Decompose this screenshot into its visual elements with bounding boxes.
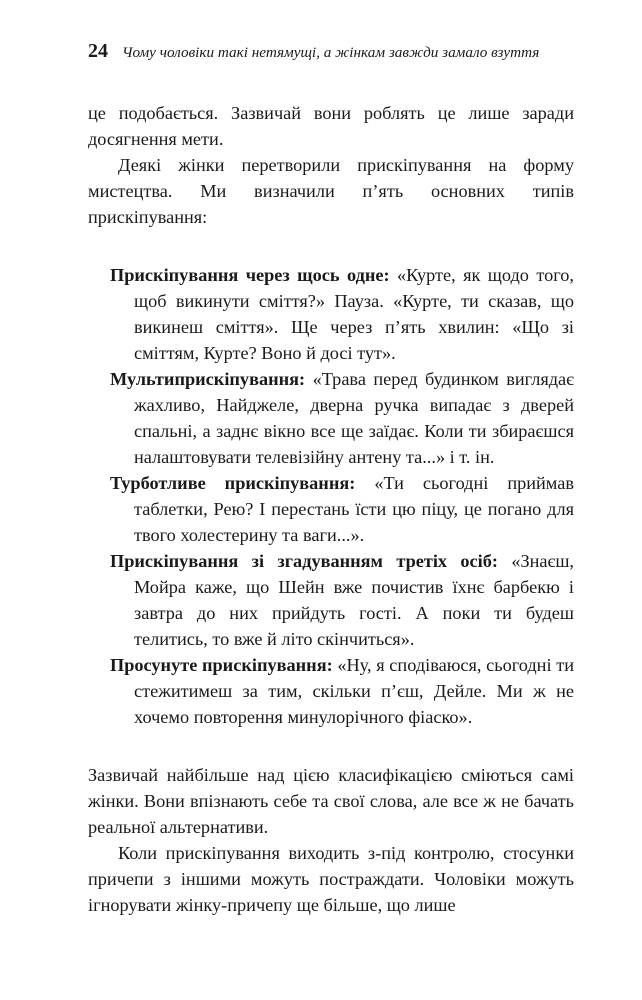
nagging-type-term: Прискіпування через щось одне: — [110, 265, 390, 285]
nagging-type-description: «Ти сьогодні приймав таблетки, Рею? І перестань їсти цю піцу, це погано для твого холестерину та ваги...». — [134, 473, 574, 545]
paragraph-classification: Зазвичай найбільше над цією класифікацією сміються самі жінки. Вони впізнають себе та свої слова, але все ж не бачать реальної альтернативи. — [88, 765, 574, 837]
nagging-type-term: Просунуте прискіпування: — [110, 655, 333, 675]
running-head — [88, 40, 574, 80]
nagging-type-item — [110, 470, 574, 548]
nagging-types-list — [110, 262, 574, 730]
paragraph-continued: це подобається. Зазвичай вони роблять це лише заради досягнення мети. — [88, 103, 574, 149]
paragraph-out-of-control: Коли прискіпування виходить з-під контролю, стосунки причепи з іншими можуть постраждати. Чоловіки можуть ігнорувати жінку-причепу ще більше, що лише — [88, 843, 574, 915]
nagging-type-description: «Курте, як щодо того, щоб викинути сміття?» Пауза. «Курте, ти сказав, що викинеш сміття». Ще через п’ять хвилин: «Що зі сміттям, Курте? Воно й досі тут». — [134, 265, 574, 363]
book-page — [88, 40, 574, 918]
nagging-type-item — [110, 652, 574, 730]
paragraph-types-intro: Деякі жінки перетворили прискіпування на форму мистецтва. Ми визначили п’ять основних типів прискіпування: — [88, 155, 574, 227]
nagging-type-description: «Знаєш, Мойра каже, що Шейн вже почистив їхнє барбекю і завтра до них прийдуть гості. А поки ти будеш телитись, то вже й літо скінчиться». — [134, 551, 575, 649]
nagging-type-item — [110, 366, 574, 470]
nagging-type-term: Турботливе прискіпування: — [110, 473, 356, 493]
page-number: 24 — [88, 40, 108, 62]
nagging-type-description: «Ну, я сподіваюся, сьогодні ти стежитимеш за тим, скільки п’єш, Дейле. Ми ж не хочемо повторення минулорічного фіаско». — [134, 655, 574, 727]
nagging-type-term: Мультиприскіпування: — [110, 369, 306, 389]
nagging-type-term: Прискіпування зі згадуванням третіх осіб: — [110, 551, 498, 571]
page-body — [88, 100, 574, 918]
nagging-type-item — [110, 548, 574, 652]
running-head-title: Чому чоловіки такі нетямущі, а жінкам завжди замало взуття — [122, 44, 540, 61]
nagging-type-item — [110, 262, 574, 366]
nagging-type-description: «Трава перед будинком виглядає жахливо, Найджеле, дверна ручка випадає з дверей спальні, а заднє вікно все ще заїдає. Коли ти збираєшся налаштовувати телевізійну антену та...» і т. ін. — [134, 369, 574, 467]
